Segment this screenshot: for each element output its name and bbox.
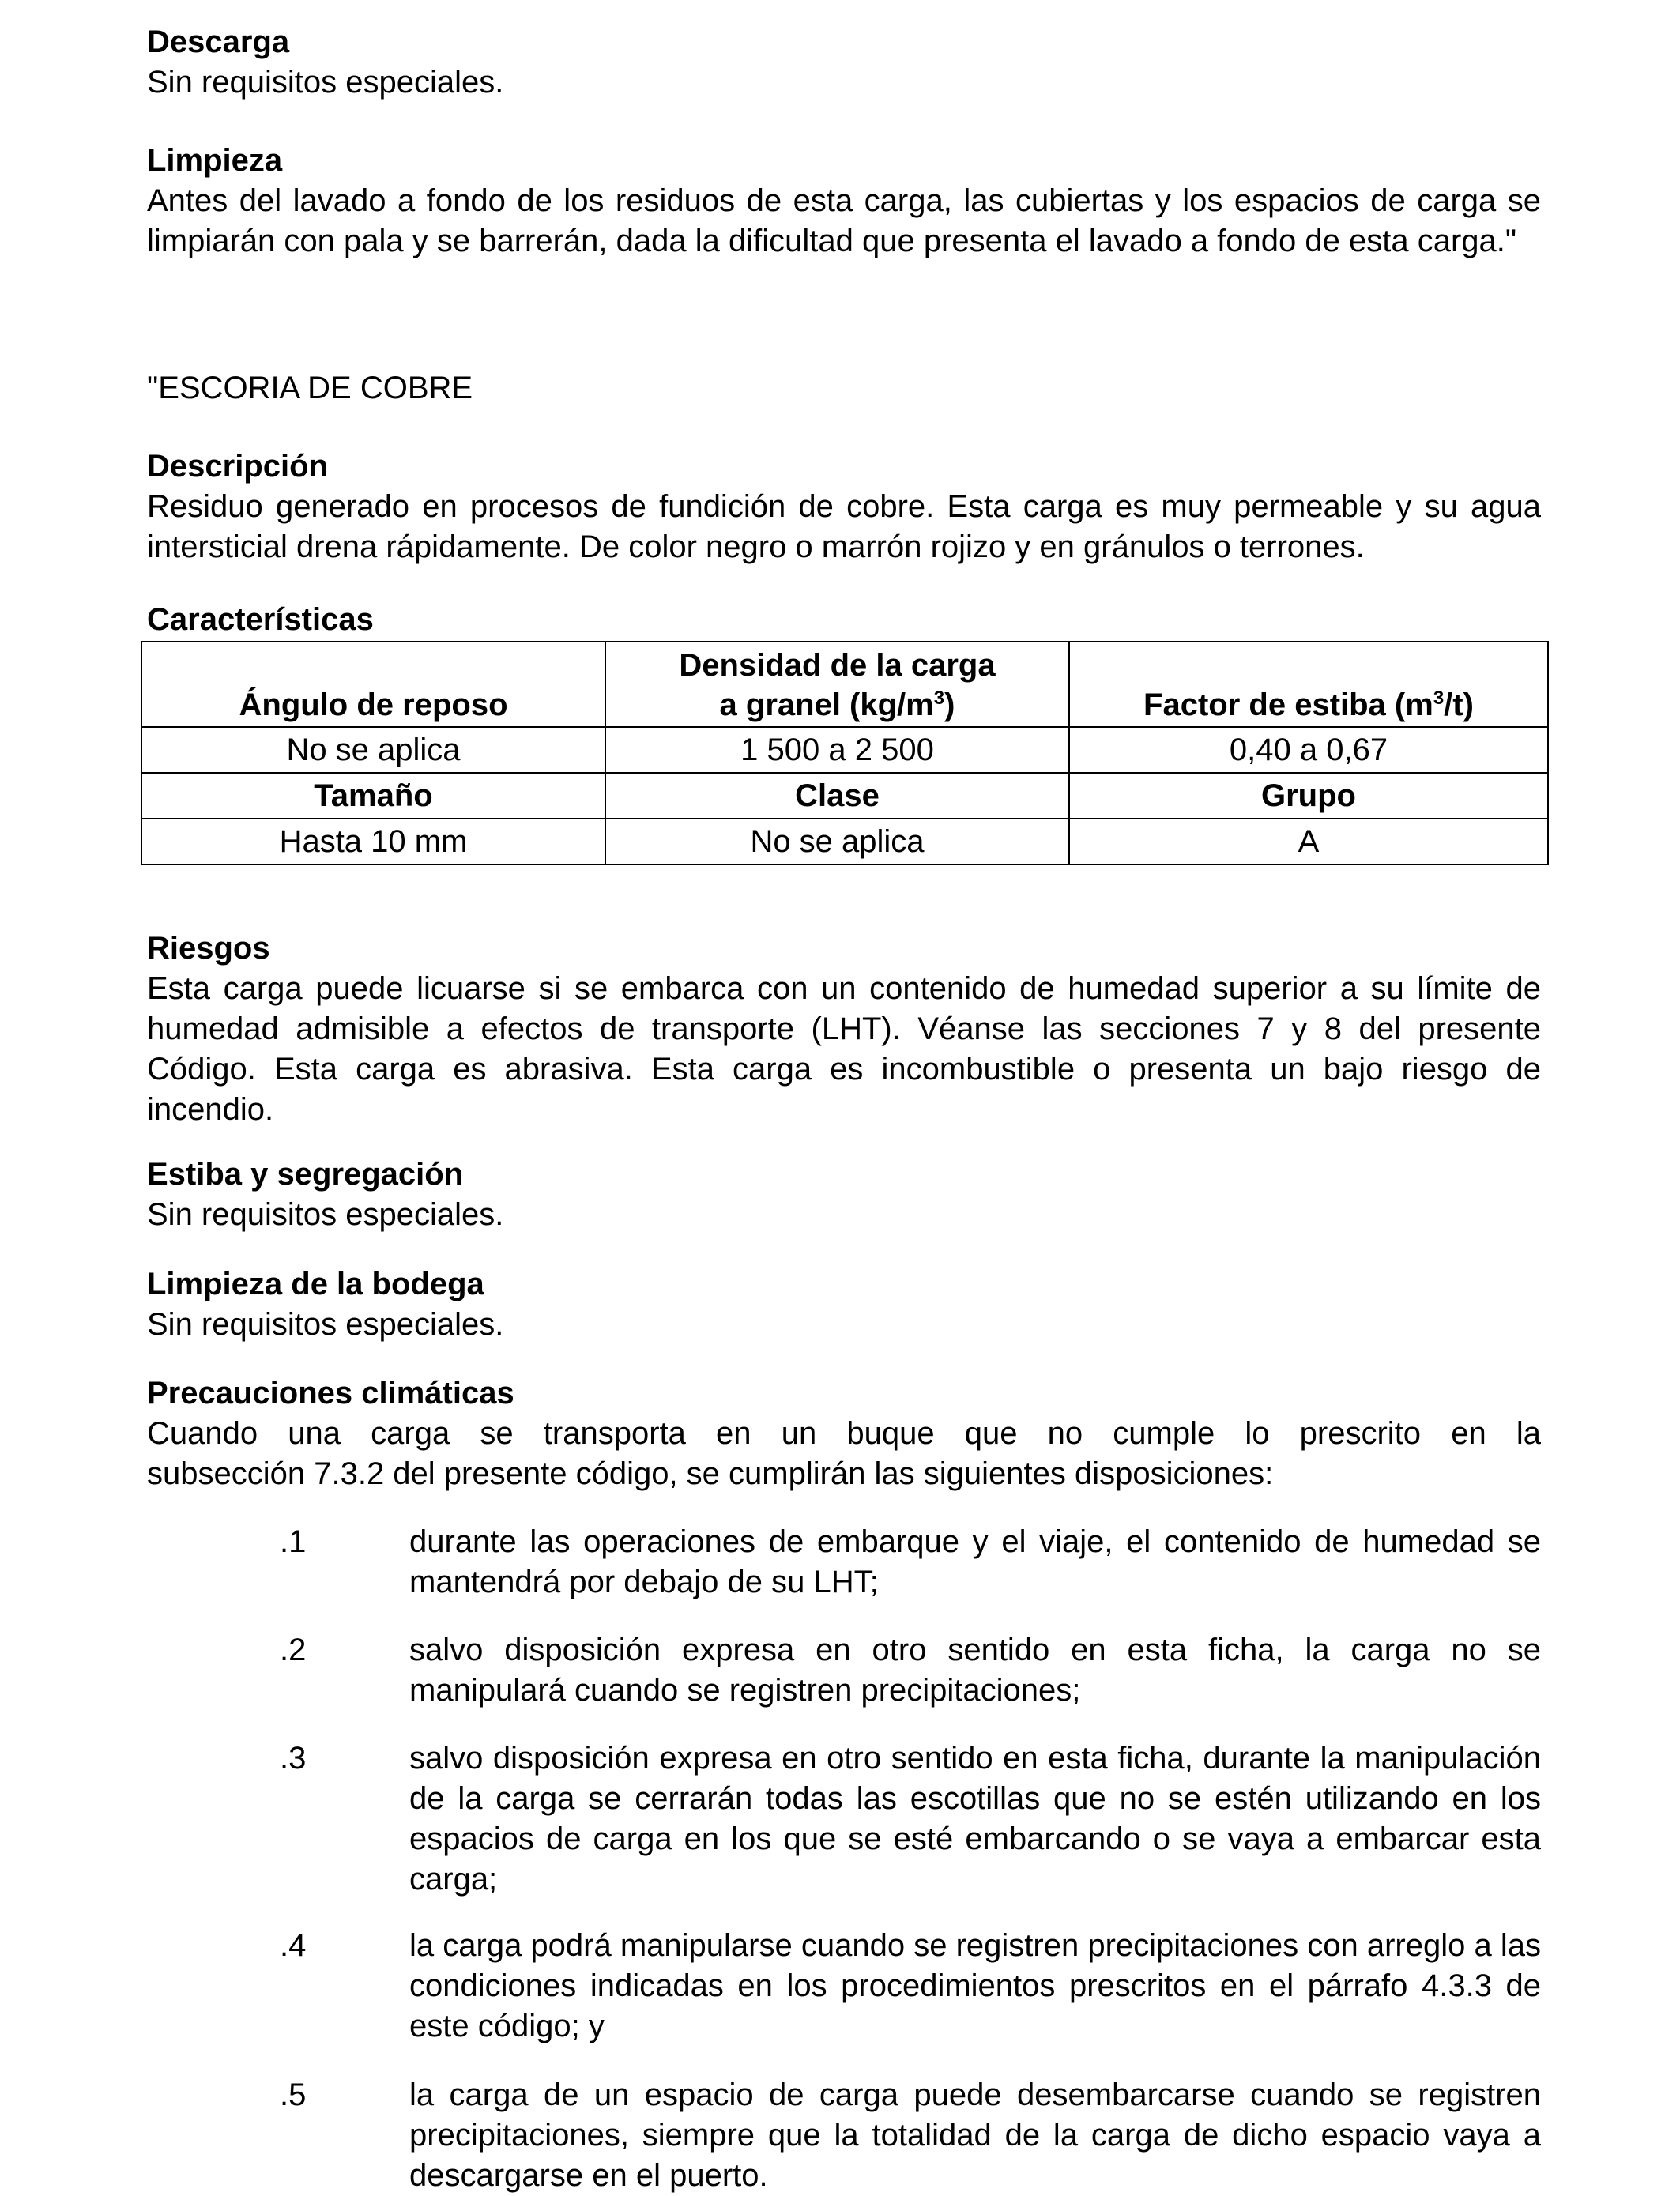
precauciones-heading: Precauciones climáticas [147,1376,514,1411]
table-header-row [141,642,1548,727]
list-item-number: .5 [280,2077,307,2112]
list-item-text: la carga podrá manipularse cuando se registren precipitaciones con arreglo a las condiciones indicadas en los procedimientos prescritos en el párrafo 4.3.3 de este código; y [409,1928,1541,2043]
table-header-row-2 [141,773,1548,819]
table-row [141,819,1548,864]
estiba-heading: Estiba y segregación [147,1157,464,1192]
precauciones-intro [147,1414,1541,1494]
table-cell: 1 500 a 2 500 [605,727,1069,773]
limpieza-text: Antes del lavado a fondo de los residuos de esta carga, las cubiertas y los espacios de carga se limpiarán con pala y se barrerán, dada la dificultad que presenta el lavado a fondo de esta carga." [147,183,1541,258]
precauciones-intro-line: Cuando una carga se transporta en un buque que no cumple lo prescrito en la [147,1416,1541,1451]
table-cell: A [1069,819,1548,864]
limpieza-bodega-heading: Limpieza de la bodega [147,1267,484,1301]
list-item-text: la carga de un espacio de carga puede desembarcarse cuando se registren precipitaciones, siempre que la totalidad de la carga de dicho espacio vaya a descargarse en el puerto. [409,2077,1541,2193]
list-item-text: salvo disposición expresa en otro sentido en esta ficha, durante la manipulación de la carga se cerrarán todas las escotillas que no se estén utilizando en los espacios de carga en los que se esté embarcando o se vaya a embarcar esta carga; [409,1741,1541,1897]
limpieza-bodega-text: Sin requisitos especiales. [147,1307,504,1342]
table-cell: Hasta 10 mm [141,819,605,864]
estiba-text: Sin requisitos especiales. [147,1197,504,1232]
list-item-number: .1 [280,1524,307,1559]
characteristics-table [141,641,1549,865]
table-cell: No se aplica [605,819,1069,864]
table-header-clase: Clase [605,773,1069,819]
list-item-number: .3 [280,1741,307,1776]
table-header-factor: Factor de estiba $(m^3/t)$ [1069,642,1548,727]
limpieza-heading: Limpieza [147,143,283,178]
descripcion-text: Residuo generado en procesos de fundición de cobre. Esta carga es muy permeable y su agua intersticial drena rápidamente. De color negro o marrón rojizo y en gránulos o terrones. [147,489,1541,564]
riesgos-text: Esta carga puede licuarse si se embarca con un contenido de humedad superior a su límite de humedad admisible a efectos de transporte (LHT). Véanse las secciones 7 y 8 del presente Código. Esta carga es abrasiva. Esta carga es incombustible o presenta un bajo riesgo de incendio. [147,971,1541,1127]
descripcion-heading: Descripción [147,449,328,484]
table-row [141,727,1548,773]
list-item-number: .4 [280,1928,307,1963]
descarga-text: Sin requisitos especiales. [147,65,504,100]
caracteristicas-heading: Características [147,602,374,637]
list-item-text: salvo disposición expresa en otro sentido en esta ficha, la carga no se manipulará cuando se registren precipitaciones; [409,1633,1541,1708]
table-header-angulo: Ángulo de reposo [141,642,605,727]
section-title: "ESCORIA DE COBRE [147,371,473,405]
table-cell: 0,40 a 0,67 [1069,727,1548,773]
table-cell: No se aplica [141,727,605,773]
table-header-densidad: Densidad de la carga a granel $(kg/m^3)$ [605,642,1069,727]
table-header-tamano: Tamaño [141,773,605,819]
precauciones-intro-line: subsección 7.3.2 del presente código, se cumplirán las siguientes disposiciones: [147,1456,1274,1491]
list-item-number: .2 [280,1633,307,1667]
list-item-text: durante las operaciones de embarque y el viaje, el contenido de humedad se mantendrá por debajo de su LHT; [409,1524,1541,1599]
table-header-grupo: Grupo [1069,773,1548,819]
riesgos-heading: Riesgos [147,931,270,966]
descarga-heading: Descarga [147,24,290,59]
